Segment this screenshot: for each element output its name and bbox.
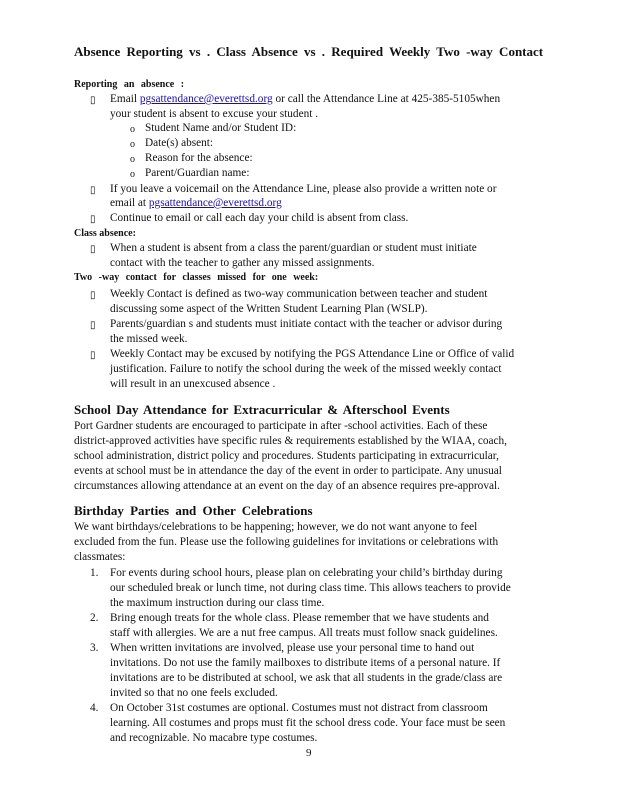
class-absence-line: contact with the teacher to gather any missed assignments. <box>110 257 375 269</box>
birthday-item: staff with allergies. We are a nut free campus. All treats must follow snack guidelines. <box>110 627 498 639</box>
reporting-heading: Reporting an absence : <box>74 79 185 90</box>
birthday-title: Birthday Parties and Other Celebrations <box>74 503 313 518</box>
school-day-line: circumstances allowing attendance at an event on the day of an absence requires pre-approval. <box>74 480 500 492</box>
list-number: 4. <box>90 702 99 714</box>
reporting-item-1-cont: your student is absent to excuse your student . <box>110 108 319 120</box>
two-way-item: Weekly Contact may be excused by notifying the PGS Attendance Line or Office of valid <box>110 348 515 360</box>
school-day-title: School Day Attendance for Extracurricular & Afterschool Events <box>74 402 450 417</box>
attendance-email-link[interactable]: pgsattendance@everettsd.org <box>139 93 273 105</box>
sub-item: Date(s) absent: <box>145 137 214 149</box>
sub-item: Parent/Guardian name: <box>145 167 250 179</box>
class-absence-line: When a student is absent from a class the parent/guardian or student must initiate <box>110 242 477 254</box>
birthday-item: and recognizable. No macabre type costumes. <box>110 732 318 744</box>
birthday-item: invitations. Do not use the family mailboxes to distribute items of a personal nature. If <box>110 657 501 669</box>
two-way-item: justification. Failure to notify the school during the week of the missed weekly contact <box>110 363 502 375</box>
reporting-item-2-cont: email at pgsattendance@everettsd.org <box>110 197 282 209</box>
bullet-icon: ▯ <box>90 185 96 196</box>
two-way-item: discussing some aspect of the Written Student Learning Plan (WSLP). <box>110 303 428 315</box>
two-way-item: will result in an unexcused absence . <box>110 378 276 390</box>
two-way-item: Parents/guardian s and students must initiate contact with the teacher or advisor during <box>110 318 503 330</box>
list-number: 1. <box>90 567 99 579</box>
reporting-item-1: Email pgsattendance@everettsd.org or call the Attendance Line at 425-385-5105when <box>110 93 501 105</box>
birthday-item: the maximum instruction during our class time. <box>110 597 325 609</box>
birthday-intro: classmates: <box>74 551 126 563</box>
birthday-item: invitations are to be distributed at school, we ask that all students in the grade/class are <box>110 672 503 684</box>
circle-bullet-icon: o <box>130 139 135 150</box>
birthday-intro: excluded from the fun. Please use the following guidelines for invitations or celebrations with <box>74 536 499 548</box>
circle-bullet-icon: o <box>130 154 135 165</box>
sub-item: Reason for the absence: <box>145 152 253 164</box>
bullet-icon: ▯ <box>90 244 96 255</box>
two-way-item: Weekly Contact is defined as two-way communication between teacher and student <box>110 288 488 300</box>
bullet-icon: ▯ <box>90 350 96 361</box>
bullet-icon: ▯ <box>90 290 96 301</box>
bullet-icon: ▯ <box>90 95 96 106</box>
reporting-item-2: If you leave a voicemail on the Attendance Line, please also provide a written note or <box>110 183 497 195</box>
circle-bullet-icon: o <box>130 169 135 180</box>
birthday-item: For events during school hours, please plan on celebrating your child’s birthday during <box>110 567 503 579</box>
list-number: 3. <box>90 642 99 654</box>
bullet-icon: ▯ <box>90 320 96 331</box>
birthday-item: invited so that no one feels excluded. <box>110 687 278 699</box>
bullet-icon: ▯ <box>90 214 96 225</box>
absence-section-title: Absence Reporting vs . Class Absence vs . Required Weekly Two -way Contact <box>74 44 544 59</box>
birthday-item: our scheduled break or lunch time, not during class time. This allows teachers to provide <box>110 582 511 594</box>
birthday-intro: We want birthdays/celebrations to be happening; however, we do not want anyone to feel <box>74 521 478 533</box>
school-day-line: Port Gardner students are encouraged to participate in after -school activities. Each of these <box>74 420 488 432</box>
birthday-item: On October 31st costumes are optional. Costumes must not distract from classroom <box>110 702 488 714</box>
birthday-item: learning. All costumes and props must fit the school dress code. Your face must be seen <box>110 717 506 729</box>
reporting-item-3: Continue to email or call each day your child is absent from class. <box>110 212 409 224</box>
attendance-email-link[interactable]: pgsattendance@everettsd.org <box>148 197 282 209</box>
circle-bullet-icon: o <box>130 124 135 135</box>
school-day-line: events at school must be in attendance the day of the event in order to participate. Any unusual <box>74 465 502 477</box>
two-way-heading: Two -way contact for classes missed for one week: <box>74 272 319 283</box>
two-way-item: the missed week. <box>110 333 188 345</box>
class-absence-heading: Class absence: <box>74 228 136 239</box>
birthday-item: Bring enough treats for the whole class. Please remember that we have students and <box>110 612 489 624</box>
sub-item: Student Name and/or Student ID: <box>145 122 297 134</box>
list-number: 2. <box>90 612 99 624</box>
page-number: 9 <box>306 747 312 759</box>
school-day-line: school administration, district policy and procedures. Students participating in extracurricular, <box>74 450 499 462</box>
school-day-line: district-approved activities have specific rules & requirements established by the WIAA, coach, <box>74 435 508 447</box>
birthday-item: When written invitations are involved, please use your personal time to hand out <box>110 642 475 654</box>
